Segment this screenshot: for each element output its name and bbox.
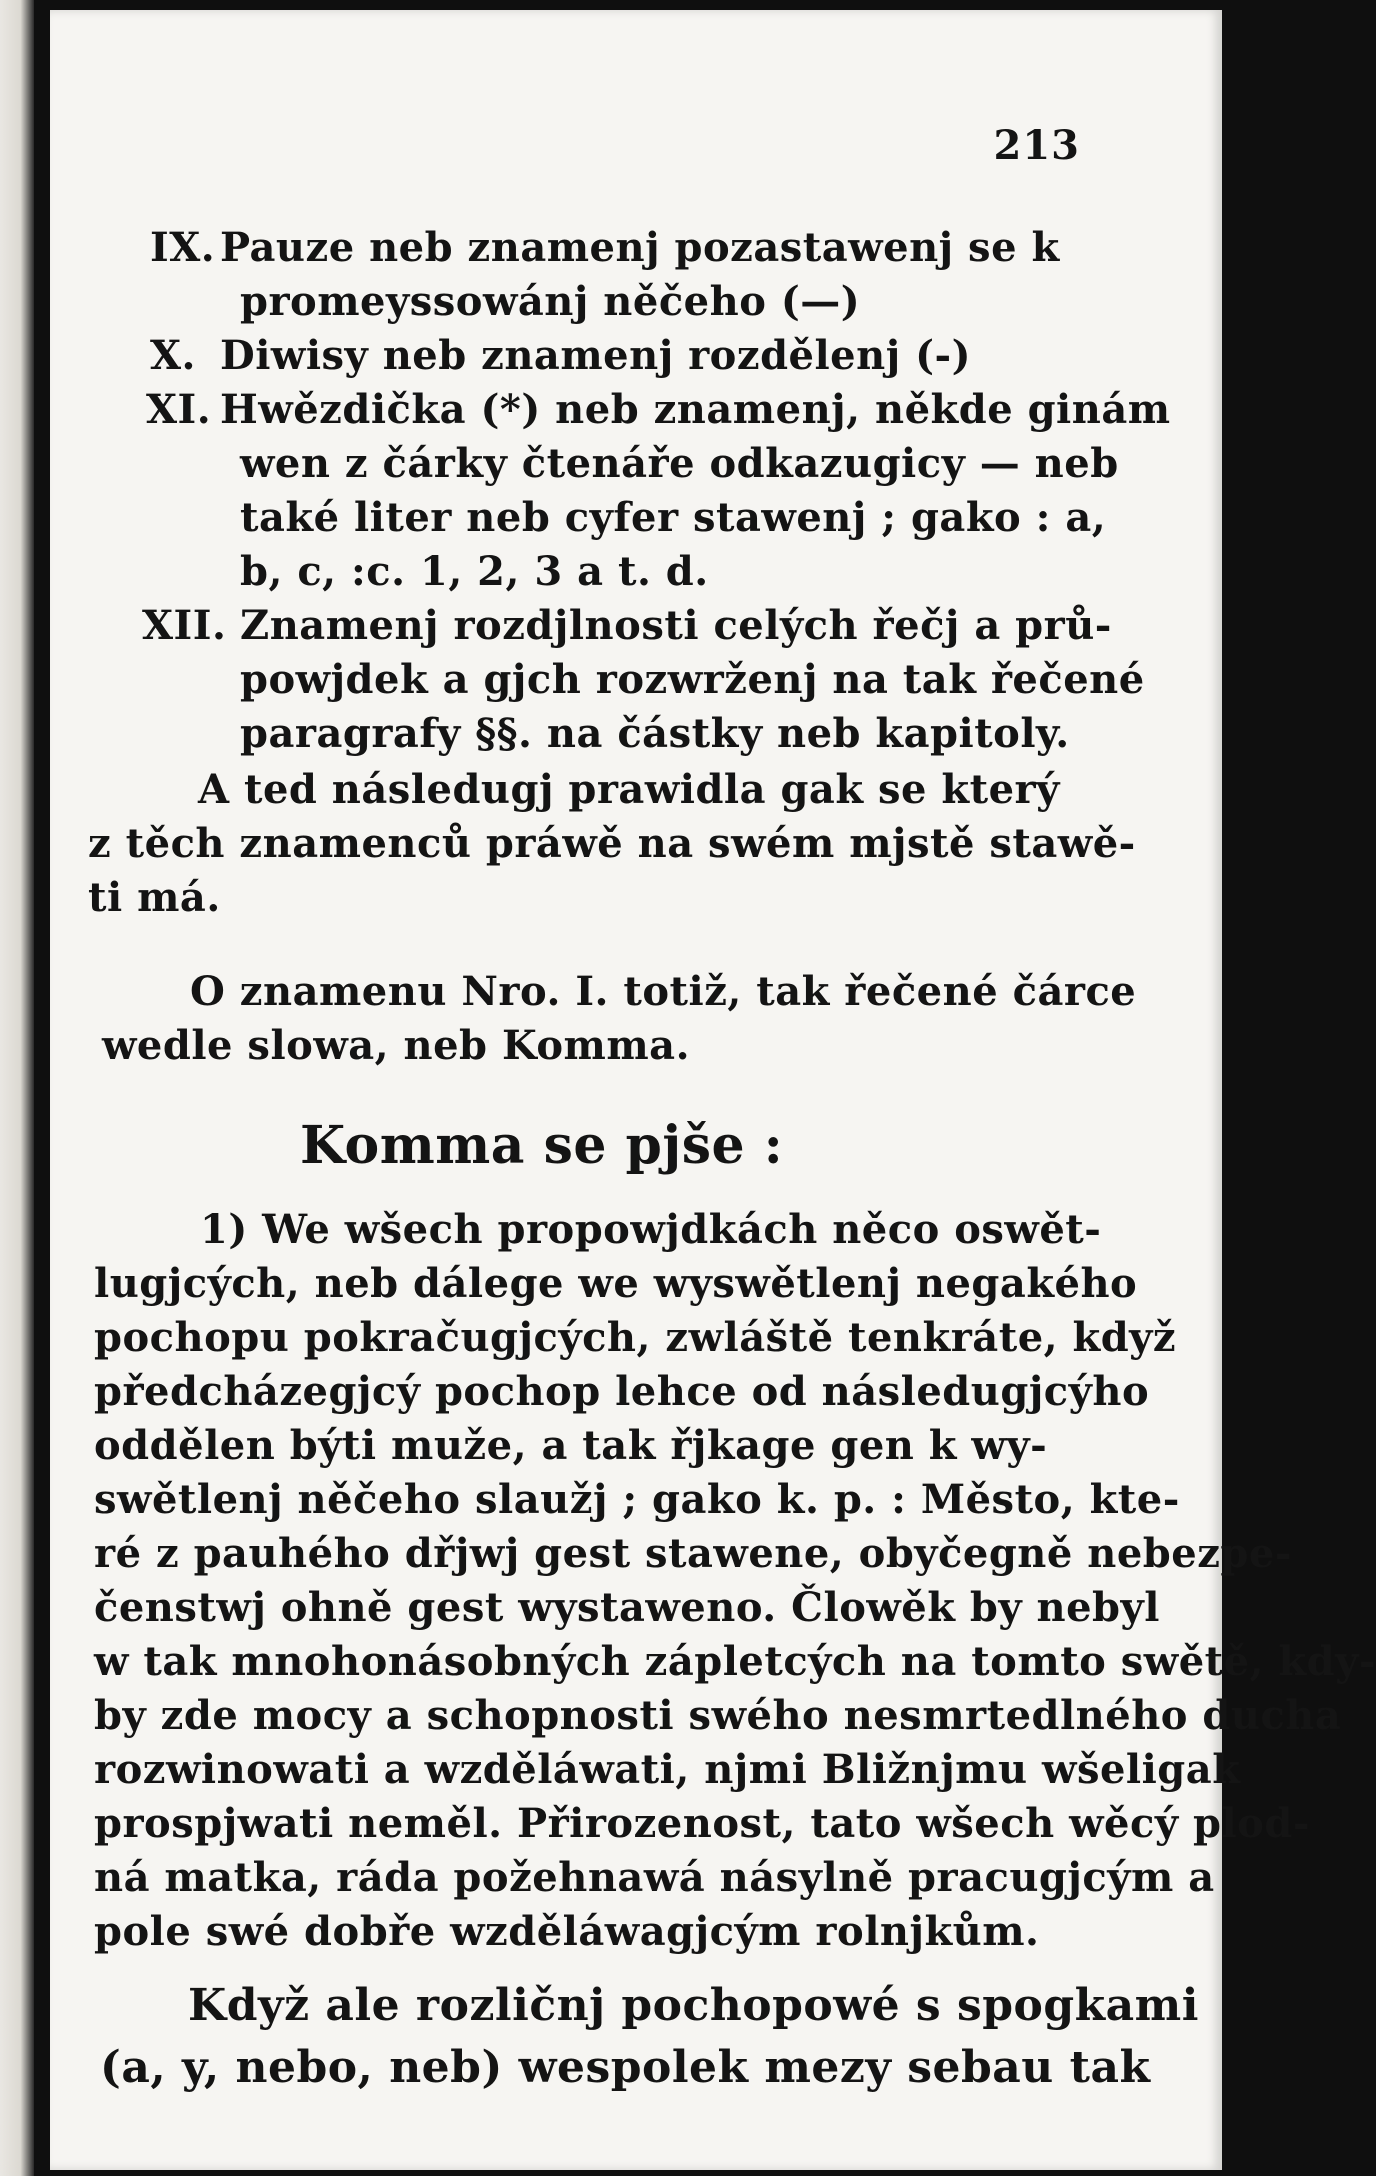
page-number: 213 <box>993 122 1080 169</box>
rule-text-line: wen z čárky čtenáře odkazugicy — neb <box>240 440 1119 487</box>
paragraph-line: lugjcých, neb dálege we wyswětlenj negakého <box>94 1260 1138 1307</box>
rule-text-line: powjdek a gjch rozwrženj na tak řečené <box>240 656 1145 703</box>
paragraph-line: oddělen býti muže, a tak řjkage gen k wy- <box>94 1422 1048 1469</box>
paragraph-line: swětlenj něčeho slaužj ; gako k. p. : Město, kte- <box>94 1476 1180 1523</box>
rule-text-line: Hwězdička (*) neb znamenj, někde ginám <box>220 386 1171 433</box>
closing-line: Když ale rozličnj pochopowé s spogkami <box>188 1980 1199 2031</box>
rule-text-line: také liter neb cyfer stawenj ; gako : a, <box>240 494 1107 541</box>
rule-numeral: XI. <box>146 386 212 433</box>
paragraph-line: čenstwj ohně gest wystaweno. Člowěk by nebyl <box>94 1584 1160 1631</box>
paragraph-line: by zde mocy a schopnosti swého nesmrtedlného ducha <box>94 1692 1342 1739</box>
rule-text-line: paragrafy §§. na částky neb kapitoly. <box>240 710 1070 757</box>
rule-text-line: promeyssowánj něčeho (—) <box>240 278 861 325</box>
paragraph-line: rozwinowati a wzděláwati, njmi Bližnjmu wšeligak <box>94 1746 1241 1793</box>
paragraph-line: prospjwati neměl. Přirozenost, tato wšech wěcý plod- <box>94 1800 1310 1847</box>
paragraph-line: pochopu pokračugjcých, zwláště tenkráte, když <box>94 1314 1177 1361</box>
book-page <box>50 10 1376 2170</box>
closing-line: (a, y, nebo, neb) wespolek mezy sebau tak <box>100 2042 1151 2093</box>
rule-numeral: IX. <box>150 224 216 271</box>
section-heading: Komma se pjše : <box>300 1115 784 1176</box>
paragraph-line: w tak mnohonásobných zápletcých na tomto swětě, kdy- <box>94 1638 1376 1685</box>
paragraph-line: ná matka, ráda požehnawá násylně pracugjcým a <box>94 1854 1215 1901</box>
rule-numeral: X. <box>150 332 196 379</box>
transition-line: A ted následugj prawidla gak se který <box>198 766 1060 813</box>
intro-line: O znamenu Nro. I. totiž, tak řečené čárce <box>190 968 1137 1015</box>
intro-line: wedle slowa, neb Komma. <box>102 1022 691 1069</box>
paragraph-line: 1) We wšech propowjdkách něco oswět- <box>200 1206 1102 1253</box>
transition-line: z těch znamenců práwě na swém mjstě stawě- <box>88 820 1136 867</box>
transition-line: ti má. <box>88 874 221 921</box>
rule-text-line: Pauze neb znamenj pozastawenj se k <box>220 224 1060 271</box>
rule-text-line: Znamenj rozdjlnosti celých řečj a prů- <box>240 602 1112 649</box>
rule-text-line: Diwisy neb znamenj rozdělenj (-) <box>220 332 972 379</box>
rule-numeral: XII. <box>142 602 227 649</box>
paragraph-line: ré z pauhého dřjwj gest stawene, obyčegně nebezpe- <box>94 1530 1292 1577</box>
paragraph-line: pole swé dobře wzděláwagjcým rolnjkům. <box>94 1908 1040 1955</box>
paragraph-line: předcházegjcý pochop lehce od následugjcýho <box>94 1368 1150 1415</box>
adjacent-page-edge <box>0 0 34 2176</box>
rule-text-line: b, c, :c. 1, 2, 3 a t. d. <box>240 548 709 595</box>
